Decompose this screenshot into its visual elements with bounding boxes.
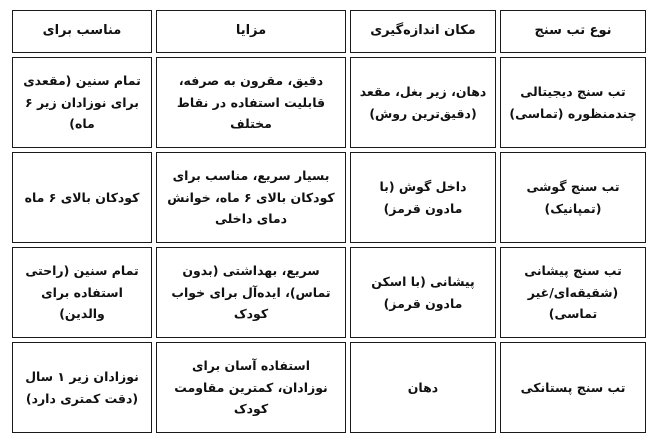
header-advantages: مزایا <box>156 10 346 53</box>
cell-advantages: دقیق، مقرون به صرفه، قابلیت استفاده در نقاط مختلف <box>156 57 346 148</box>
header-thermometer-type: نوع تب سنج <box>500 10 646 53</box>
cell-location: دهان، زیر بغل، مقعد (دقیق‌ترین روش) <box>350 57 496 148</box>
cell-location: داخل گوش (با مادون قرمز) <box>350 152 496 243</box>
cell-suitable-for: تمام سنین (راحتی استفاده برای والدین) <box>12 247 152 338</box>
cell-suitable-for: تمام سنین (مقعدی برای نوزادان زیر ۶ ماه) <box>12 57 152 148</box>
cell-location: دهان <box>350 342 496 433</box>
cell-suitable-for: کودکان بالای ۶ ماه <box>12 152 152 243</box>
cell-type: تب سنج پیشانی (شقیقه‌ای/غیر تماسی) <box>500 247 646 338</box>
header-measurement-location: مکان اندازه‌گیری <box>350 10 496 53</box>
cell-advantages: سریع، بهداشتی (بدون تماس)، ایده‌آل برای خواب کودک <box>156 247 346 338</box>
cell-suitable-for: نوزادان زیر ۱ سال (دقت کمتری دارد) <box>12 342 152 433</box>
cell-advantages: بسیار سریع، مناسب برای کودکان بالای ۶ ماه، خوانش دمای داخلی <box>156 152 346 243</box>
cell-location: پیشانی (با اسکن مادون قرمز) <box>350 247 496 338</box>
table-row <box>12 152 646 243</box>
thermometer-comparison-table <box>8 6 648 437</box>
table-row <box>12 247 646 338</box>
cell-type: تب سنج دیجیتالی چندمنظوره (تماسی) <box>500 57 646 148</box>
cell-type: تب سنج گوشی (تمپانیک) <box>500 152 646 243</box>
table-header-row <box>12 10 646 53</box>
cell-advantages: استفاده آسان برای نوزادان، کمترین مقاومت کودک <box>156 342 346 433</box>
header-suitable-for: مناسب برای <box>12 10 152 53</box>
table-row <box>12 57 646 148</box>
cell-type: تب سنج پستانکی <box>500 342 646 433</box>
table-row <box>12 342 646 433</box>
